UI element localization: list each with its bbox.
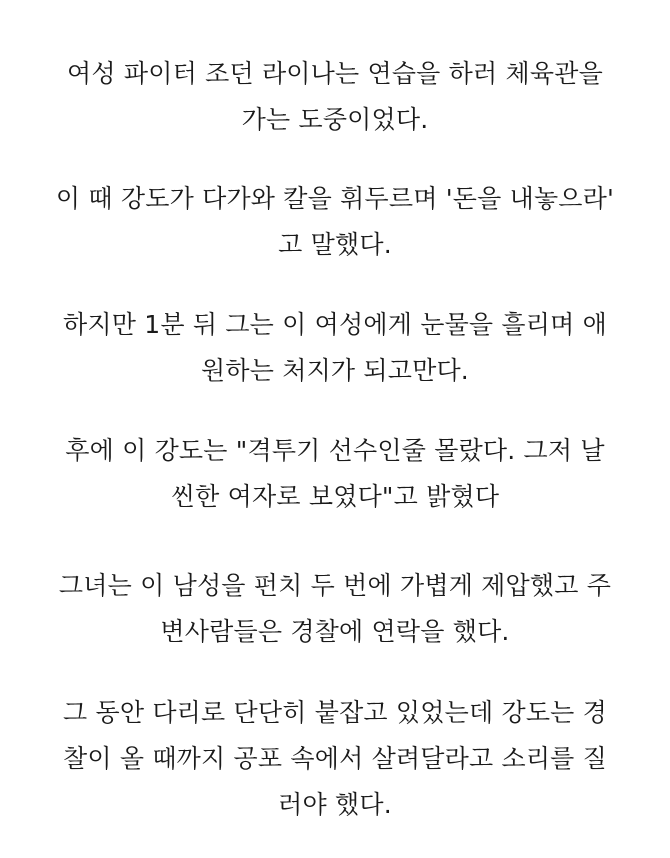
paragraph-line: 원하는 처지가 되고만다.: [201, 356, 469, 385]
paragraph-2: [20, 176, 650, 268]
paragraph-line: 씬한 여자로 보였다"고 밝혔다: [170, 482, 500, 511]
paragraph-line: 그녀는 이 남성을 펀치 두 번에 가볍게 제압했고 주: [58, 571, 612, 600]
paragraph-1: [20, 51, 650, 143]
paragraph-line: 후에 이 강도는 "격투기 선수인줄 몰랐다. 그저 날: [65, 436, 605, 465]
paragraph-line: 변사람들은 경찰에 연락을 했다.: [160, 617, 510, 646]
paragraph-line: 가는 도중이었다.: [241, 105, 429, 134]
paragraph-line: 그 동안 다리로 단단히 붙잡고 있었는데 강도는 경: [62, 698, 608, 727]
paragraph-3: [20, 302, 650, 394]
paragraph-line: 찰이 올 때까지 공포 속에서 살려달라고 소리를 질: [62, 744, 608, 773]
paragraph-4: [20, 428, 650, 520]
paragraph-line: 러야 했다.: [278, 790, 392, 819]
paragraph-5: [20, 563, 650, 655]
paragraph-line: 이 때 강도가 다가와 칼을 휘두르며 '돈을 내놓으라': [55, 184, 615, 213]
paragraph-line: 하지만 1분 뒤 그는 이 여성에게 눈물을 흘리며 애: [63, 310, 607, 339]
paragraph-6: [20, 690, 650, 828]
paragraph-line: 고 말했다.: [278, 230, 392, 259]
paragraph-line: 여성 파이터 조던 라이나는 연습을 하러 체육관을: [67, 59, 603, 88]
